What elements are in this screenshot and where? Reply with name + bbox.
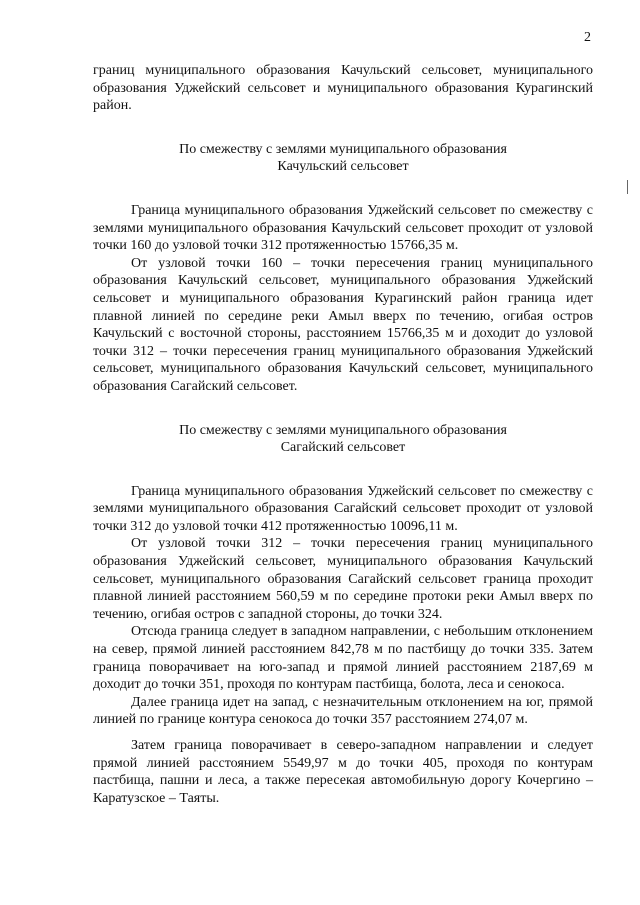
- section1-heading-line2: Качульский сельсовет: [277, 159, 409, 175]
- document-body: [93, 62, 593, 807]
- section2-paragraph-1: Граница муниципального образования Уджейский сельсовет по смежеству с землями муниципального образования Сагайский сельсовет проходит от узловой точки 312 до узловой точки 412 протяженностью 10096,11 м.: [93, 483, 593, 534]
- section1-paragraph-1: Граница муниципального образования Уджейский сельсовет по смежеству с землями муниципального образования Качульский сельсовет проходит от узловой точки 160 до узловой точки 312 протяженностью 15766,35 м.: [93, 202, 593, 254]
- page-number: 2: [584, 30, 591, 45]
- section1-paragraph-2: От узловой точки 160 – точки пересечения границ муниципального образования Качульский сельсовет, муниципального образования Уджейский сельсовет и муниципального образования Курагинский район граница идет плавной линией по середине реки Амыл вверх по течению, огибая остров Качульский с восточной стороны, расстоянием 15766,35 м и доходит до узловой точки 312 – точки пересечения границ муниципального образования Уджейский сельсовет, муниципального образования Качульский сельсовет, муниципального образования Сагайский сельсовет.: [93, 255, 593, 394]
- section2-paragraph-5: Затем граница поворачивает в северо-западном направлении и следует прямой линией расстоянием 5549,97 м до точки 405, проходя по контурам пастбища, пашни и леса, а также пересекая автомобильную дорогу Кочергино – Каратузское – Таяты.: [93, 738, 593, 806]
- section2-paragraph-2: От узловой точки 312 – точки пересечения границ муниципального образования Уджейский сельсовет, муниципального образования Качульский сельсовет, муниципального образования Сагайский сельсовет граница проходит плавной линией расстоянием 560,59 м по середине протоки реки Амыл вверх по течению, огибая остров с западной стороны, до точки 324.: [93, 536, 593, 622]
- section2-heading-line1: По смежеству с землями муниципального образования: [179, 422, 507, 438]
- intro-paragraph: границ муниципального образования Качульский сельсовет, муниципального образования Уджейский сельсовет и муниципального образования Курагинский район.: [93, 63, 593, 114]
- section1-heading-line1: По смежеству с землями муниципального образования: [179, 141, 507, 157]
- margin-mark: [627, 180, 628, 194]
- section2-paragraph-3: Отсюда граница следует в западном направлении, с небольшим отклонением на север, прямой линией расстоянием 842,78 м по пастбищу до точки 335. Затем граница поворачивает на юго-запад и прямой линией расстоянием 2187,69 м доходит до точки 351, проходя по контурам пастбища, болота, леса и сенокоса.: [93, 624, 593, 693]
- section2-heading-line2: Сагайский сельсовет: [280, 440, 406, 456]
- section2-paragraph-4: Далее граница идет на запад, с незначительным отклонением на юг, прямой линией по границе контура сенокоса до точки 357 расстоянием 274,07 м.: [93, 694, 593, 728]
